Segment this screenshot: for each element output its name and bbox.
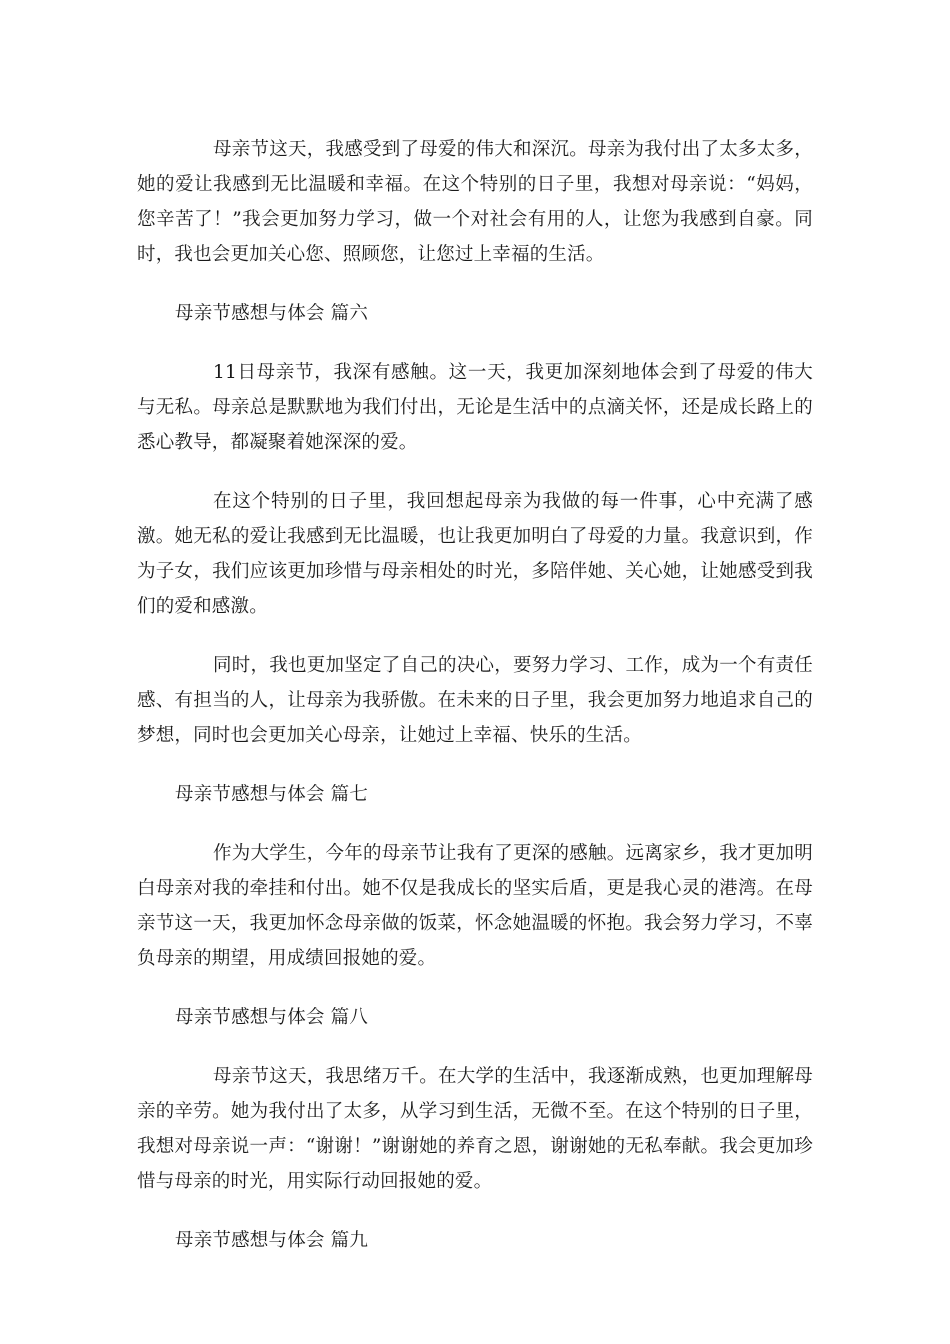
section-heading-8: 母亲节感想与体会 篇八 (175, 1007, 369, 1028)
section-heading-9: 母亲节感想与体会 篇九 (175, 1230, 369, 1251)
paragraph: 在这个特别的日子里，我回想起母亲为我做的每一件事，心中充满了感激。她无私的爱让我感到无比温暖，也让我更加明白了母爱的力量。我意识到，作为子女，我们应该更加珍惜与母亲相处的时光，多陪伴她、关心她，让她感受到我们的爱和感激。 (137, 491, 813, 617)
section-heading-7: 母亲节感想与体会 篇七 (175, 784, 369, 805)
paragraph: 母亲节这天，我思绪万千。在大学的生活中，我逐渐成熟，也更加理解母亲的辛劳。她为我付出了太多，从学习到生活，无微不至。在这个特别的日子里，我想对母亲说一声：“谢谢！”谢谢她的养育之恩，谢谢她的无私奉献。我会更加珍惜与母亲的时光，用实际行动回报她的爱。 (137, 1066, 813, 1192)
document-body (137, 132, 813, 1282)
paragraph: 作为大学生，今年的母亲节让我有了更深的感触。远离家乡，我才更加明白母亲对我的牵挂和付出。她不仅是我成长的坚实后盾，更是我心灵的港湾。在母亲节这一天，我更加怀念母亲做的饭菜，怀念她温暖的怀抱。我会努力学习，不辜负母亲的期望，用成绩回报她的爱。 (137, 843, 813, 969)
paragraph: 11日母亲节，我深有感触。这一天，我更加深刻地体会到了母爱的伟大与无私。母亲总是默默地为我们付出，无论是生活中的点滴关怀，还是成长路上的悉心教导，都凝聚着她深深的爱。 (137, 362, 813, 453)
paragraph: 同时，我也更加坚定了自己的决心，要努力学习、工作，成为一个有责任感、有担当的人，让母亲为我骄傲。在未来的日子里，我会更加努力地追求自己的梦想，同时也会更加关心母亲，让她过上幸福、快乐的生活。 (137, 655, 813, 746)
section-heading-6: 母亲节感想与体会 篇六 (175, 303, 369, 324)
paragraph: 母亲节这天，我感受到了母爱的伟大和深沉。母亲为我付出了太多太多，她的爱让我感到无比温暖和幸福。在这个特别的日子里，我想对母亲说：“妈妈，您辛苦了！”我会更加努力学习，做一个对社会有用的人，让您为我感到自豪。同时，我也会更加关心您、照顾您，让您过上幸福的生活。 (137, 139, 813, 265)
